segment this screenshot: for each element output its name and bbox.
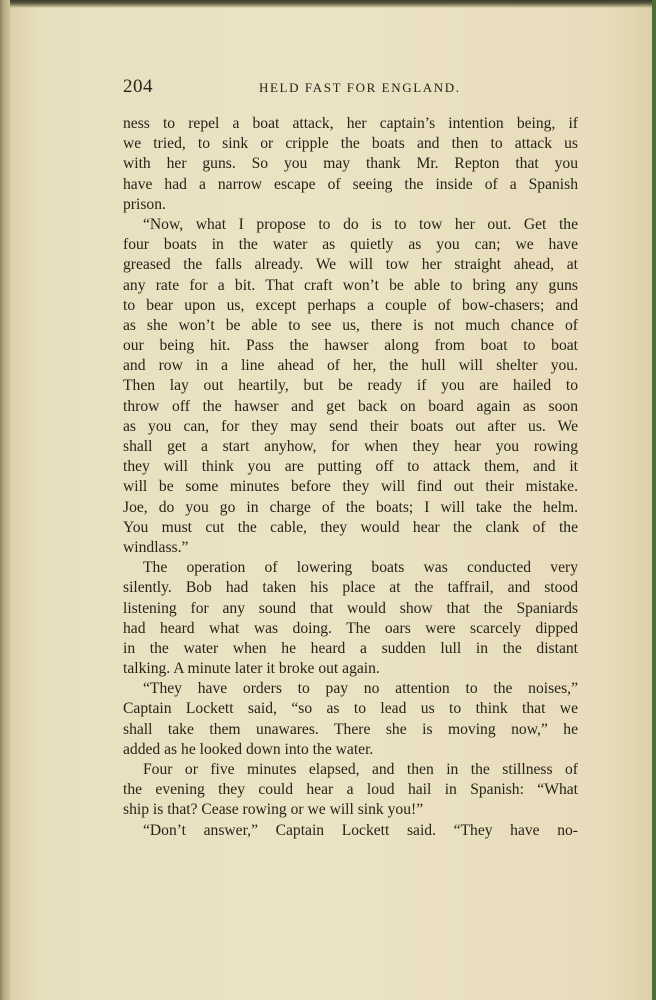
text-line: our being hit. Pass the hawser along from boat to boat xyxy=(123,337,578,355)
text-line: “They have orders to pay no attention to the noises,” xyxy=(143,680,578,698)
text-line: as she won’t be able to see us, there is not much chance of xyxy=(123,316,578,334)
text-line: prison. xyxy=(123,195,166,213)
text-line: You must cut the cable, they would hear the clank of the xyxy=(123,518,578,536)
text-line: silently. Bob had taken his place at the taffrail, and stood xyxy=(123,579,578,597)
text-line: with her guns. So you may thank Mr. Repton that you xyxy=(123,155,578,173)
text-line: to bear upon us, except perhaps a couple of bow-chasers; and xyxy=(123,296,578,314)
text-line: four boats in the water as quietly as you can; we have xyxy=(123,236,578,254)
text-line: in the water when he heard a sudden lull in the distant xyxy=(123,639,578,657)
text-line: talking. A minute later it broke out again. xyxy=(123,660,380,678)
text-line: will be some minutes before they will find out their mistake. xyxy=(123,478,578,496)
book-title: HELD FAST FOR ENGLAND. xyxy=(259,80,461,95)
text-line: greased the falls already. We will tow her straight ahead, at xyxy=(123,256,578,274)
text-line: Captain Lockett said, “so as to lead us to think that we xyxy=(123,700,578,718)
book-binding xyxy=(0,0,10,1000)
text-line: Then lay out heartily, but be ready if you are hailed to xyxy=(123,377,578,395)
text-line: we tried, to sink or cripple the boats and then to attack us xyxy=(123,135,578,153)
text-line: windlass.” xyxy=(123,538,189,556)
text-line: The operation of lowering boats was conducted very xyxy=(143,559,578,577)
text-line: and row in a line ahead of her, the hull will shelter you. xyxy=(123,357,578,375)
text-line: ness to repel a boat attack, her captain’s intention being, if xyxy=(123,115,578,132)
text-line: had heard what was doing. The oars were scarcely dipped xyxy=(123,619,578,637)
body-text xyxy=(123,114,578,841)
text-line: added as he looked down into the water. xyxy=(123,740,374,758)
running-head xyxy=(123,76,575,100)
text-line: shall get a start anyhow, for when they hear you rowing xyxy=(123,438,578,455)
book-cover-edge xyxy=(652,0,656,1000)
page-top-edge xyxy=(0,0,656,8)
text-line: any rate for a bit. That craft won’t be able to bring any guns xyxy=(123,276,578,294)
text-line: “Now, what I propose to do is to tow her out. Get the xyxy=(143,215,578,233)
text-line: Joe, do you go in charge of the boats; I will take the helm. xyxy=(123,498,578,516)
text-line: listening for any sound that would show that the Spaniards xyxy=(123,599,578,617)
text-line: throw off the hawser and get back on board again as soon xyxy=(123,397,578,415)
text-line: shall take them unawares. There she is moving now,” he xyxy=(123,720,578,738)
text-line: ship is that? Cease rowing or we will sink you!” xyxy=(123,801,424,819)
text-line: the evening they could hear a loud hail in Spanish: “What xyxy=(123,781,578,799)
text-line: they will think you are putting off to attack them, and it xyxy=(123,458,578,476)
text-line: Four or five minutes elapsed, and then in the stillness of xyxy=(143,761,578,778)
text-line: “Don’t answer,” Captain Lockett said. “They have no- xyxy=(143,821,578,839)
page-number: 204 xyxy=(123,76,153,97)
text-line: have had a narrow escape of seeing the inside of a Spanish xyxy=(123,175,578,193)
text-line: as you can, for they may send their boats out after us. We xyxy=(123,417,578,435)
